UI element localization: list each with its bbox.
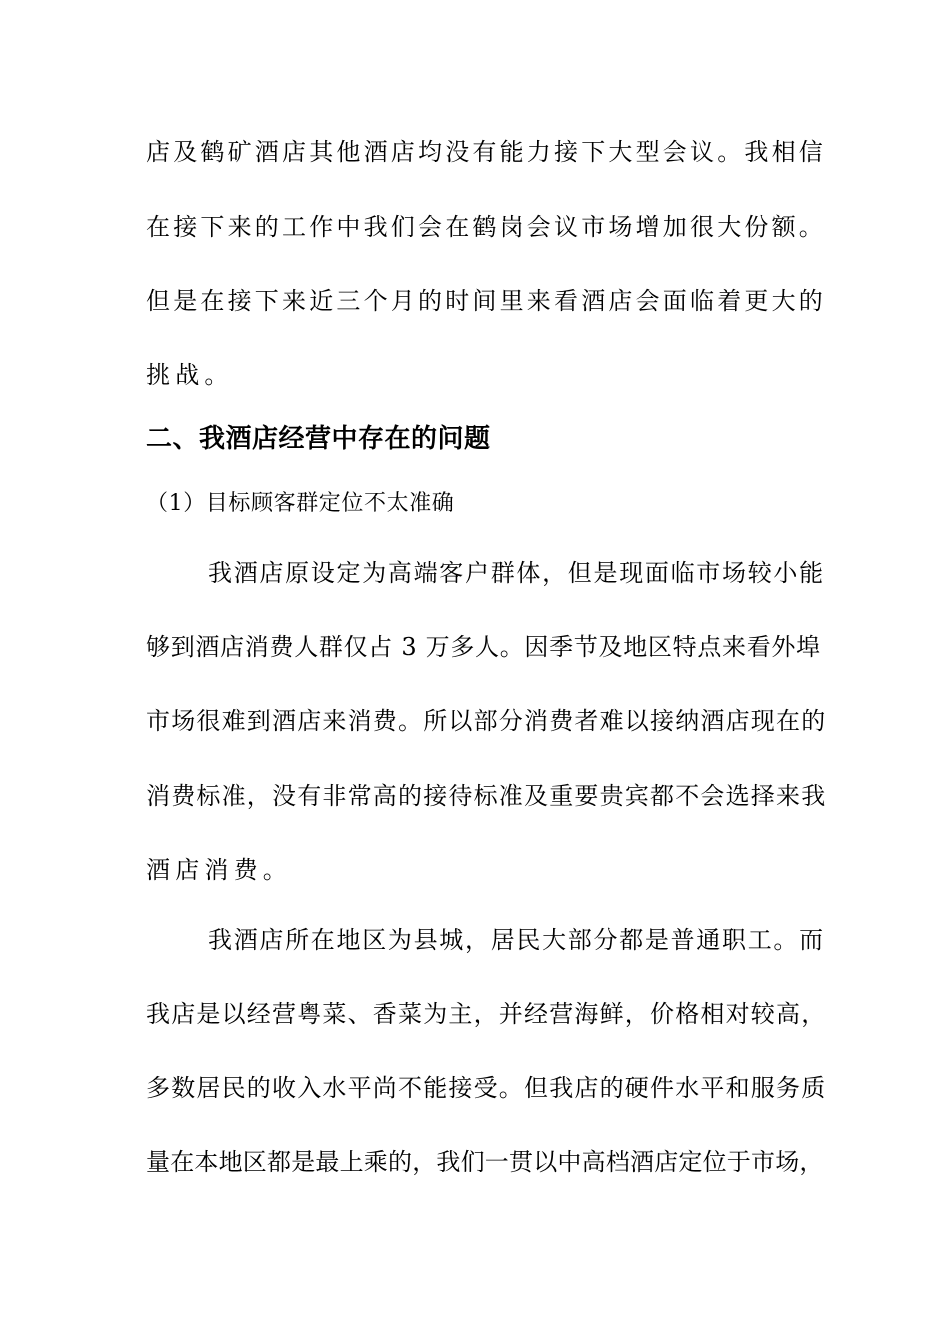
paragraph1-line-2: 够到酒店消费人群仅占 3 万多人。因季节及地区特点来看外埠 — [146, 633, 821, 661]
paragraph1-line-5: 酒店消费。 — [146, 856, 292, 884]
paragraph1-line-3: 市场很难到酒店来消费。所以部分消费者难以接纳酒店现在的 — [146, 707, 827, 735]
paragraph1-line-4: 消费标准，没有非常高的接待标准及重要贵宾都不会选择来我 — [146, 782, 827, 810]
subsection-heading: （1）目标顾客群定位不太准确 — [146, 491, 455, 516]
intro-line-2: 在接下来的工作中我们会在鹤岗会议市场增加很大份额。 — [146, 213, 826, 241]
intro-line-4: 挑战。 — [146, 361, 234, 389]
intro-line-1: 店及鹤矿酒店其他酒店均没有能力接下大型会议。我相信 — [146, 138, 826, 166]
paragraph2-line-3: 多数居民的收入水平尚不能接受。但我店的硬件水平和服务质 — [146, 1074, 827, 1102]
section-heading: 二、我酒店经营中存在的问题 — [146, 424, 491, 454]
intro-line-3: 但是在接下来近三个月的时间里来看酒店会面临着更大的 — [146, 287, 826, 315]
paragraph2-line-2: 我店是以经营粤菜、香菜为主，并经营海鲜，价格相对较高， — [146, 1000, 827, 1028]
paragraph2-line-4: 量在本地区都是最上乘的，我们一贯以中高档酒店定位于市场， — [146, 1148, 824, 1176]
paragraph1-line-1: 我酒店原设定为高端客户群体，但是现面临市场较小能 — [208, 559, 825, 587]
paragraph2-line-1: 我酒店所在地区为县城，居民大部分都是普通职工。而 — [208, 926, 825, 954]
